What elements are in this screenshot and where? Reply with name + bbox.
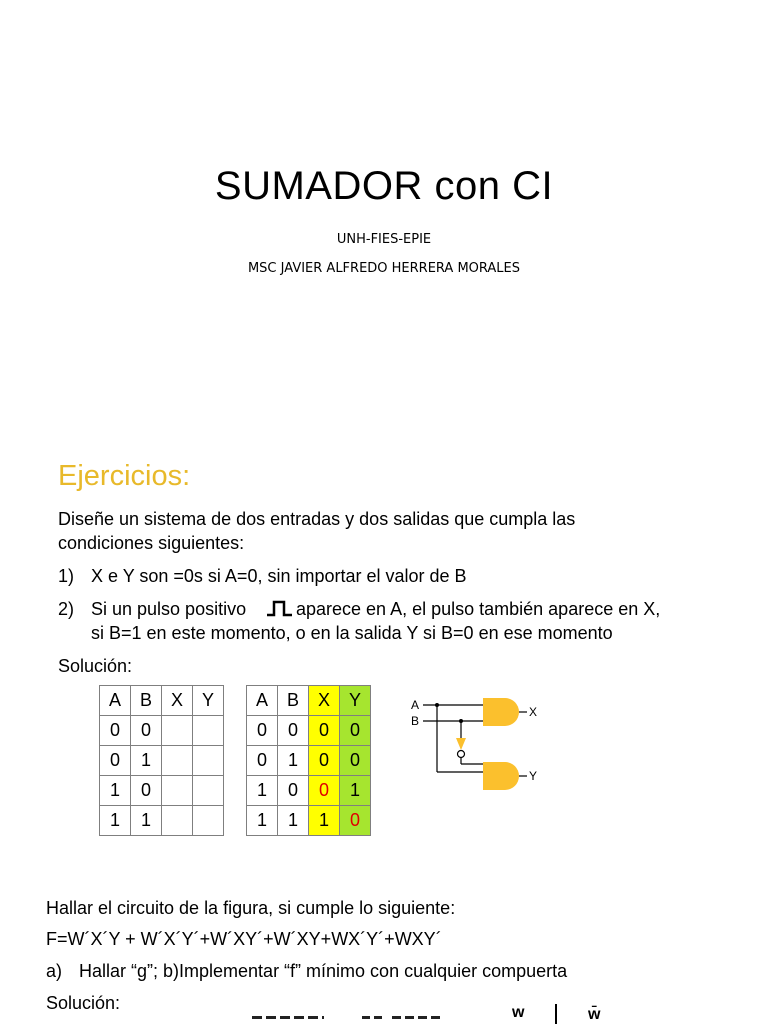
- table-cell: 1: [247, 806, 278, 836]
- table-cell: [193, 776, 224, 806]
- table-cell: 0: [309, 776, 340, 806]
- header-cell: Y: [193, 686, 224, 716]
- solution-label-1: Solución:: [58, 656, 133, 676]
- header-cell: X: [309, 686, 340, 716]
- table-cell: [193, 716, 224, 746]
- truth-table-empty: [99, 685, 224, 836]
- table-cell: 1: [131, 806, 162, 836]
- condition-1-text: X e Y son =0s si A=0, sin importar el valor de B: [91, 566, 467, 586]
- table-cell: 1: [340, 776, 371, 806]
- intro-line-1: Diseñe un sistema de dos entradas y dos salidas que cumpla las: [58, 509, 576, 529]
- table-cell: 1: [278, 806, 309, 836]
- header-cell: A: [247, 686, 278, 716]
- not-gate-icon: [456, 738, 466, 750]
- header-cell: B: [278, 686, 309, 716]
- table-header-row: [100, 686, 224, 716]
- table-cell: 0: [309, 716, 340, 746]
- table-cell: 0: [247, 716, 278, 746]
- table-row: [100, 776, 224, 806]
- condition-2-number: 2): [58, 599, 75, 619]
- table-cell: 1: [309, 806, 340, 836]
- table-cell: 0: [340, 746, 371, 776]
- author-subtitle: MSC JAVIER ALFREDO HERRERA MORALES: [247, 261, 521, 276]
- cutoff-dashes-3: [392, 1016, 440, 1019]
- input-a-label: A: [411, 698, 420, 712]
- intro-line-2: condiciones siguientes:: [58, 533, 245, 553]
- table-cell: 0: [131, 776, 162, 806]
- table-cell: [162, 806, 193, 836]
- table-row: [247, 746, 371, 776]
- header-cell: A: [100, 686, 131, 716]
- table-cell: 0: [131, 716, 162, 746]
- cutoff-dashes-1: [252, 1016, 324, 1019]
- table-row: [100, 746, 224, 776]
- table-cell: 0: [309, 746, 340, 776]
- header-cell: X: [162, 686, 193, 716]
- exercise-intro: [58, 507, 575, 555]
- institution-subtitle: UNH-FIES-EPIE: [336, 232, 432, 247]
- output-x-label: X: [529, 705, 538, 719]
- condition-2-text-a: Si un pulso positivo: [91, 599, 247, 619]
- and-gate-y-icon: [483, 762, 519, 790]
- solution-label-2: Solución:: [46, 993, 121, 1013]
- logic-circuit-diagram: [405, 692, 555, 802]
- table-cell: 0: [278, 716, 309, 746]
- table-row: [247, 776, 371, 806]
- table-cell: 1: [100, 806, 131, 836]
- question-a-text: Hallar “g”; b)Implementar “f” mínimo con cualquier compuerta: [79, 961, 568, 981]
- and-gate-x-icon: [483, 698, 519, 726]
- header-cell: Y: [340, 686, 371, 716]
- table-cell: 0: [100, 746, 131, 776]
- kmap-w-label: w: [512, 1004, 525, 1021]
- condition-2-text-c: si B=1 en este momento, o en la salida Y si B=0 en ese momento: [91, 623, 613, 643]
- table-cell: 1: [100, 776, 131, 806]
- exercises-heading: Ejercicios:: [58, 460, 191, 492]
- table-cell: 1: [247, 776, 278, 806]
- table-cell: 0: [278, 776, 309, 806]
- table-cell: 1: [131, 746, 162, 776]
- table-cell: 0: [340, 806, 371, 836]
- table-cell: 0: [340, 716, 371, 746]
- cutoff-dashes-2: [362, 1016, 384, 1019]
- table-row: [100, 716, 224, 746]
- condition-2-text-b: aparece en A, el pulso también aparece en X,: [296, 599, 661, 619]
- exercise-2-statement: Hallar el circuito de la figura, si cumple lo siguiente:: [46, 898, 456, 918]
- kmap-divider: [555, 1004, 557, 1024]
- truth-table-filled: [246, 685, 371, 836]
- table-header-row: [247, 686, 371, 716]
- slide-title: SUMADOR con CI: [214, 164, 554, 208]
- output-y-label: Y: [529, 769, 538, 783]
- header-cell: B: [131, 686, 162, 716]
- table-cell: [162, 746, 193, 776]
- question-a-label: a): [46, 961, 63, 981]
- condition-1-number: 1): [58, 566, 75, 586]
- table-cell: [162, 716, 193, 746]
- table-cell: 1: [278, 746, 309, 776]
- table-row: [100, 806, 224, 836]
- table-row: [247, 806, 371, 836]
- table-cell: [162, 776, 193, 806]
- table-cell: [193, 806, 224, 836]
- table-cell: 0: [247, 746, 278, 776]
- table-cell: 0: [100, 716, 131, 746]
- kmap-w-bar-label: w̄: [588, 1006, 601, 1023]
- table-row: [247, 716, 371, 746]
- positive-pulse-icon: [266, 599, 294, 617]
- boolean-formula: F=W´X´Y + W´X´Y´+W´XY´+W´XY+WX´Y´+WXY´: [46, 929, 442, 949]
- table-cell: [193, 746, 224, 776]
- input-b-label: B: [411, 714, 420, 728]
